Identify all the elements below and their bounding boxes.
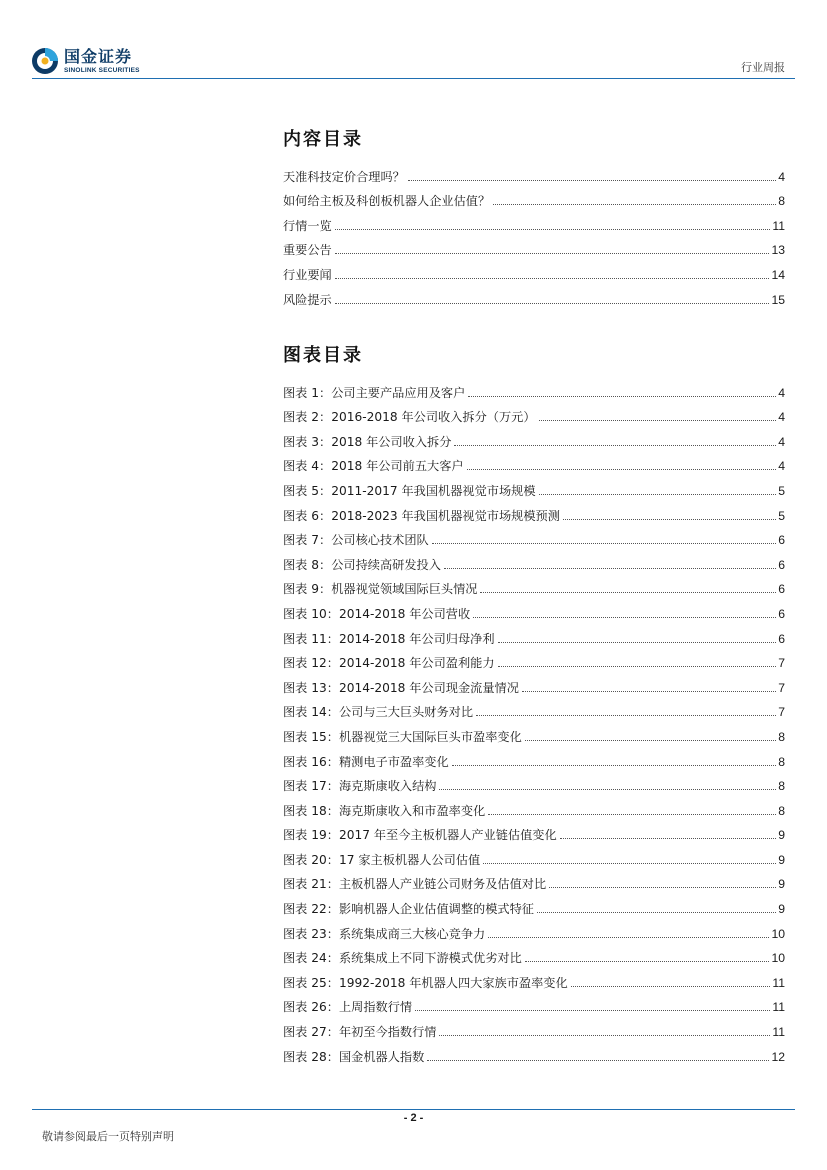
toc-entry[interactable] (283, 548, 785, 573)
toc-entry-label: 图表 26：上周指数行情 (283, 1000, 413, 1015)
toc-entry-page: 8 (778, 754, 785, 769)
toc-entry-label: 图表 16：精测电子市盈率变化 (283, 754, 449, 769)
toc-entry-label: 行情一览 (283, 218, 332, 233)
toc-leader-dots (467, 469, 777, 470)
toc-entry-label: 行业要闻 (283, 267, 332, 282)
toc-entry-page: 5 (778, 483, 785, 498)
page-number: - 2 - (403, 1112, 424, 1124)
toc-entry-label: 风险提示 (283, 292, 332, 307)
toc-entry-label: 图表 14：公司与三大巨头财务对比 (283, 705, 474, 720)
toc-entry[interactable] (283, 917, 785, 942)
toc-entry-page: 4 (778, 385, 785, 400)
toc-entry[interactable] (283, 234, 785, 259)
toc-leader-dots (571, 986, 771, 987)
toc-entry-page: 6 (778, 606, 785, 621)
toc-entry-page: 6 (778, 631, 785, 646)
toc-leader-dots (452, 765, 777, 766)
toc-entry-label: 如何给主板及科创板机器人企业估值？ (283, 194, 491, 209)
toc-leader-dots (525, 740, 776, 741)
toc-leader-dots (522, 691, 776, 692)
toc-leader-dots (473, 617, 776, 618)
toc-entry-label: 图表 1：公司主要产品应用及客户 (283, 385, 466, 400)
toc-entry-label: 图表 19：2017 年至今主板机器人产业链估值变化 (283, 828, 557, 843)
toc-leader-dots (539, 494, 777, 495)
company-logo (30, 44, 140, 78)
toc-entry-label: 图表 11：2014-2018 年公司归母净利 (283, 631, 495, 646)
toc-entry-page: 9 (778, 852, 785, 867)
toc-entry-page: 11 (772, 1025, 785, 1040)
toc-entry[interactable] (283, 696, 785, 721)
toc-entry-label: 图表 12：2014-2018 年公司盈利能力 (283, 656, 495, 671)
toc-entry-page: 7 (778, 705, 785, 720)
toc-entry[interactable] (283, 1040, 785, 1065)
toc-entry-page: 6 (778, 557, 785, 572)
toc-entry-page: 13 (771, 243, 785, 258)
sinolink-logo-icon (30, 46, 60, 76)
toc-entry-label: 图表 24：系统集成上不同下游模式优劣对比 (283, 951, 522, 966)
toc-entry-page: 5 (778, 508, 785, 523)
toc-entry-page: 8 (778, 779, 785, 794)
toc-entry-label: 图表 17：海克斯康收入结构 (283, 779, 437, 794)
toc-entry-page: 14 (771, 267, 785, 282)
toc-entry[interactable] (283, 401, 785, 426)
toc-entry-page: 7 (778, 680, 785, 695)
figures-list (283, 376, 785, 1065)
toc-entry-label: 图表 10：2014-2018 年公司营收 (283, 606, 471, 621)
toc-entry[interactable] (283, 450, 785, 475)
toc-entry-page: 6 (778, 533, 785, 548)
toc-entry-page: 4 (778, 410, 785, 425)
toc-entry[interactable] (283, 794, 785, 819)
toc-entry-page: 10 (771, 926, 785, 941)
toc-entry[interactable] (283, 770, 785, 795)
toc-leader-dots (488, 937, 769, 938)
toc-entry[interactable] (283, 868, 785, 893)
toc-entry-label: 图表 4：2018 年公司前五大客户 (283, 459, 464, 474)
toc-entry-page: 12 (771, 1049, 785, 1064)
toc-entry[interactable] (283, 843, 785, 868)
toc-entry-page: 9 (778, 877, 785, 892)
toc-leader-dots (335, 229, 771, 230)
toc-entry-page: 9 (778, 902, 785, 917)
toc-entry[interactable] (283, 671, 785, 696)
toc-entry-label: 图表 22：影响机器人企业估值调整的模式特征 (283, 902, 534, 917)
toc-leader-dots (525, 961, 770, 962)
toc-entry[interactable] (283, 647, 785, 672)
toc-leader-dots (408, 180, 776, 181)
toc-entry-label: 图表 27：年初至今指数行情 (283, 1025, 437, 1040)
toc-entry-label: 图表 9：机器视觉领域国际巨头情况 (283, 582, 478, 597)
toc-entry[interactable] (283, 185, 785, 210)
toc-entry[interactable] (283, 283, 785, 308)
disclaimer-text: 敬请参阅最后一页特别声明 (42, 1130, 174, 1143)
toc-entry-label: 图表 18：海克斯康收入和市盈率变化 (283, 803, 486, 818)
toc-entry[interactable] (283, 720, 785, 745)
toc-entry-label: 图表 6：2018-2023 年我国机器视觉市场规模预测 (283, 508, 560, 523)
toc-leader-dots (560, 838, 777, 839)
toc-entry-label: 图表 23：系统集成商三大核心竞争力 (283, 926, 486, 941)
logo-chinese-name: 国金证券 (64, 46, 133, 66)
toc-entry-page: 8 (778, 194, 785, 209)
toc-entry[interactable] (283, 892, 785, 917)
toc-entry[interactable] (283, 573, 785, 598)
toc-leader-dots (498, 642, 777, 643)
toc-entry-page: 10 (771, 951, 785, 966)
toc-entry-label: 图表 2：2016-2018 年公司收入拆分（万元） (283, 410, 536, 425)
toc-entry[interactable] (283, 745, 785, 770)
toc-entry-label: 图表 20：17 家主板机器人公司估值 (283, 852, 481, 867)
toc-entry[interactable] (283, 622, 785, 647)
footer-divider (32, 1109, 795, 1110)
toc-leader-dots (498, 666, 777, 667)
toc-entry-page: 11 (772, 218, 785, 233)
toc-entry[interactable] (283, 425, 785, 450)
report-type-label: 行业周报 (741, 61, 785, 74)
contents-section (283, 128, 785, 308)
toc-entry-label: 图表 13：2014-2018 年公司现金流量情况 (283, 680, 519, 695)
toc-entry[interactable] (283, 942, 785, 967)
toc-leader-dots (444, 568, 776, 569)
toc-entry-label: 图表 5：2011-2017 年我国机器视觉市场规模 (283, 483, 536, 498)
toc-leader-dots (335, 278, 770, 279)
toc-leader-dots (539, 420, 777, 421)
toc-entry-page: 8 (778, 729, 785, 744)
toc-leader-dots (454, 445, 776, 446)
toc-leader-dots (432, 543, 777, 544)
toc-leader-dots (549, 887, 776, 888)
toc-entry[interactable] (283, 597, 785, 622)
toc-leader-dots (427, 1060, 769, 1061)
toc-leader-dots (415, 1010, 770, 1011)
toc-entry[interactable] (283, 376, 785, 401)
contents-list (283, 160, 785, 308)
toc-entry-label: 重要公告 (283, 243, 332, 258)
toc-entry-label: 图表 7：公司核心技术团队 (283, 533, 429, 548)
toc-entry[interactable] (283, 160, 785, 185)
toc-entry[interactable] (283, 474, 785, 499)
toc-entry[interactable] (283, 258, 785, 283)
toc-entry-page: 15 (771, 292, 785, 307)
toc-entry[interactable] (283, 524, 785, 549)
toc-entry-page: 4 (778, 434, 785, 449)
toc-entry-page: 11 (772, 975, 785, 990)
toc-entry-label: 图表 15：机器视觉三大国际巨头市盈率变化 (283, 729, 522, 744)
toc-entry-page: 4 (778, 169, 785, 184)
toc-entry-label: 图表 28：国金机器人指数 (283, 1049, 425, 1064)
toc-leader-dots (468, 396, 776, 397)
toc-leader-dots (480, 592, 776, 593)
toc-entry[interactable] (283, 966, 785, 991)
toc-entry-page: 6 (778, 582, 785, 597)
toc-entry[interactable] (283, 819, 785, 844)
toc-leader-dots (483, 863, 776, 864)
figures-title: 图表目录 (283, 345, 363, 366)
toc-entry-label: 图表 21：主板机器人产业链公司财务及估值对比 (283, 877, 547, 892)
toc-leader-dots (493, 204, 776, 205)
toc-entry-page: 4 (778, 459, 785, 474)
contents-title: 内容目录 (283, 129, 363, 150)
toc-entry[interactable] (283, 991, 785, 1016)
logo-english-name: SINOLINK SECURITIES (64, 66, 140, 74)
toc-entry[interactable] (283, 209, 785, 234)
toc-entry-page: 11 (772, 1000, 785, 1015)
toc-leader-dots (439, 789, 776, 790)
toc-entry-label: 天准科技定价合理吗？ (283, 169, 405, 184)
toc-entry[interactable] (283, 499, 785, 524)
toc-leader-dots (537, 912, 776, 913)
toc-entry-page: 7 (778, 656, 785, 671)
toc-entry-page: 9 (778, 828, 785, 843)
toc-entry-label: 图表 8：公司持续高研发投入 (283, 557, 441, 572)
page-header (0, 0, 827, 80)
toc-leader-dots (335, 303, 770, 304)
toc-entry-page: 8 (778, 803, 785, 818)
toc-leader-dots (439, 1035, 770, 1036)
toc-leader-dots (476, 715, 776, 716)
toc-entry-label: 图表 3：2018 年公司收入拆分 (283, 434, 452, 449)
toc-leader-dots (335, 253, 770, 254)
toc-entry[interactable] (283, 1015, 785, 1040)
toc-leader-dots (563, 519, 776, 520)
toc-leader-dots (488, 814, 776, 815)
figures-section (283, 344, 785, 1065)
header-divider (32, 78, 795, 79)
toc-entry-label: 图表 25：1992-2018 年机器人四大家族市盈率变化 (283, 975, 568, 990)
